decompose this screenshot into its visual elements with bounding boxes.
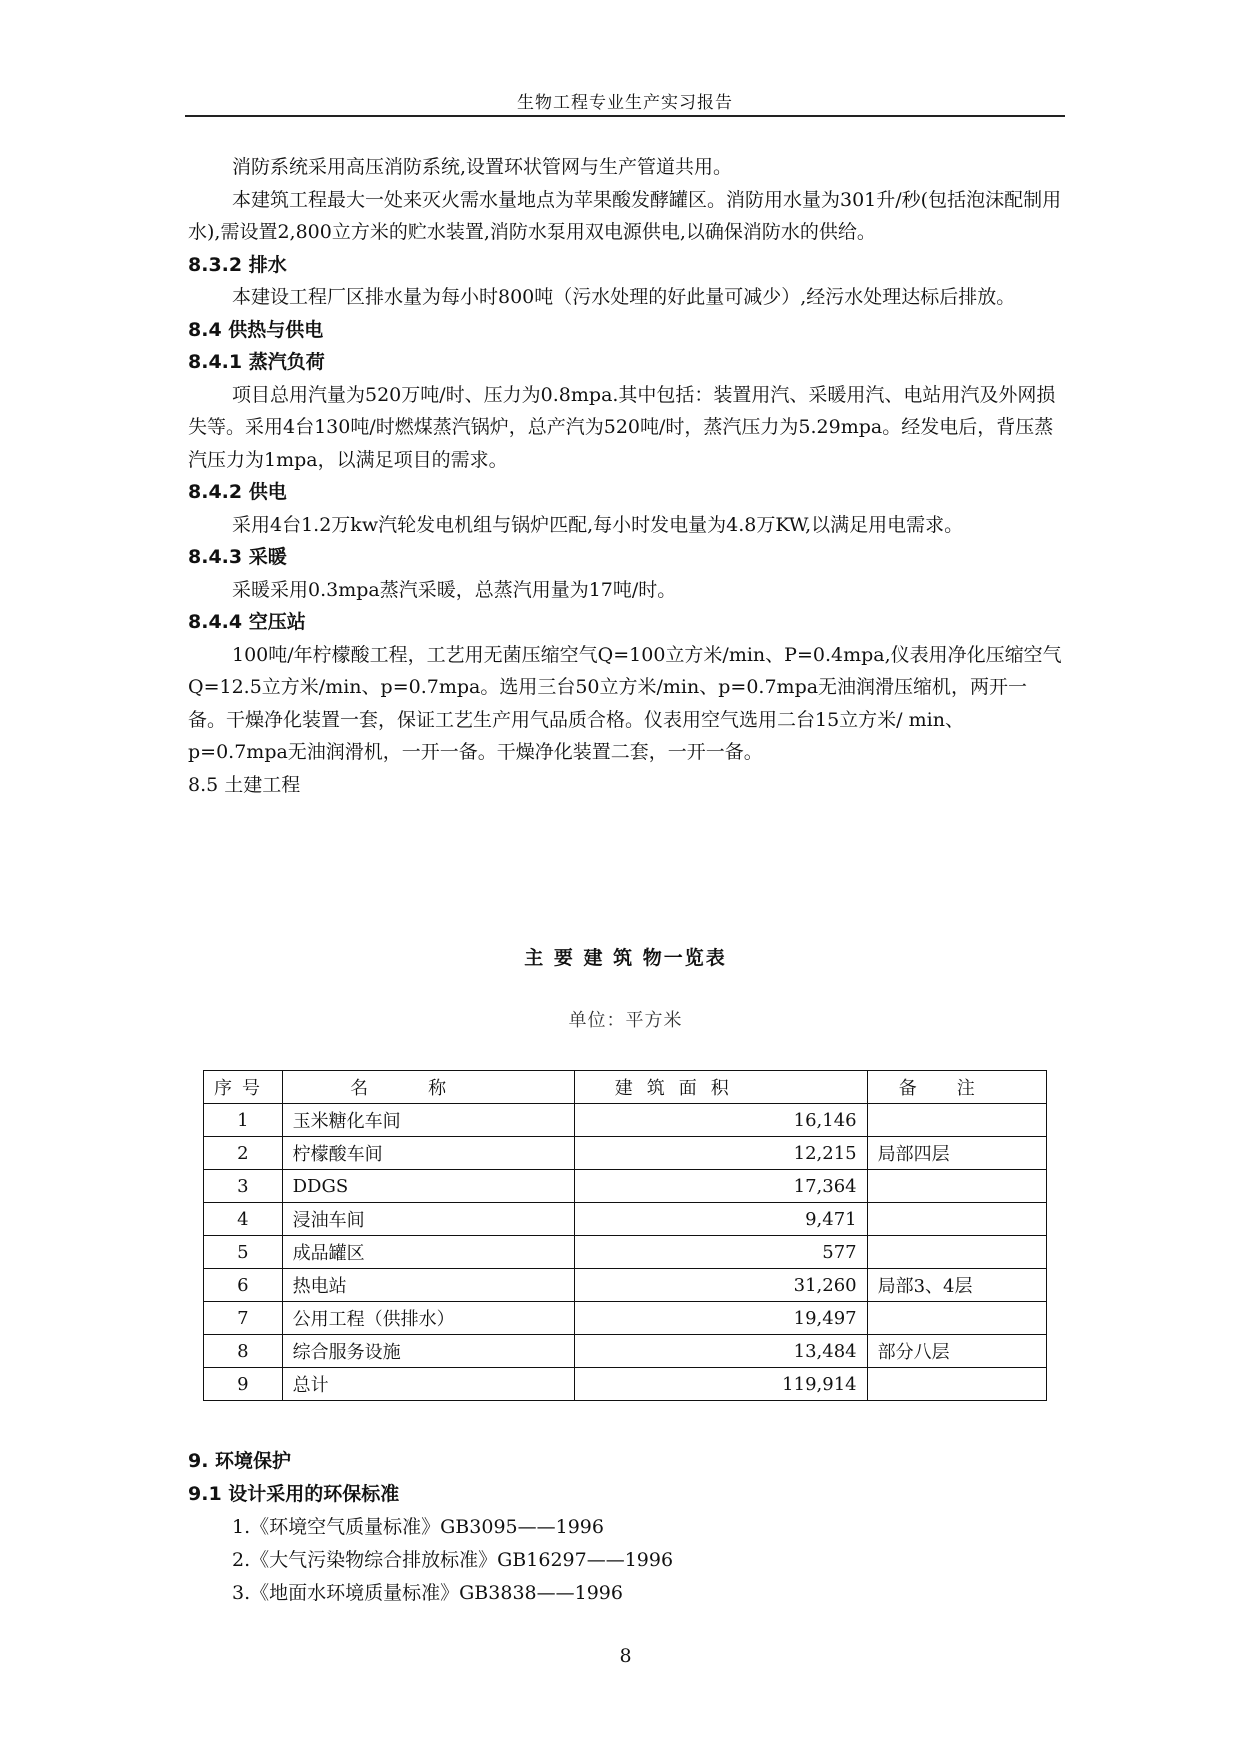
heading-9: 9. 环境保护 <box>188 1450 292 1472</box>
table-row <box>204 1269 1047 1302</box>
cell-area: 12,215 <box>574 1137 867 1170</box>
table-title: 主 要 建 筑 物一览表 <box>524 947 727 969</box>
cell-note <box>867 1302 1046 1335</box>
heading-9-1: 9.1 设计采用的环保标准 <box>188 1483 400 1505</box>
cell-no: 6 <box>204 1269 283 1302</box>
cell-area: 31,260 <box>574 1269 867 1302</box>
cell-no: 4 <box>204 1203 283 1236</box>
cell-no: 2 <box>204 1137 283 1170</box>
header-no: 序号 <box>204 1071 283 1104</box>
cell-name: 综合服务设施 <box>282 1335 574 1368</box>
cell-note <box>867 1203 1046 1236</box>
heading-8-5: 8.5 土建工程 <box>188 773 301 796</box>
table-unit: 单位：平方米 <box>568 1010 683 1031</box>
cell-area: 16,146 <box>574 1104 867 1137</box>
table-row <box>204 1368 1047 1401</box>
cell-name: DDGS <box>282 1170 574 1203</box>
header-divider <box>185 115 1065 117</box>
cell-name: 浸油车间 <box>282 1203 574 1236</box>
cell-area: 17,364 <box>574 1170 867 1203</box>
paragraph-fire-system: 消防系统采用高压消防系统,设置环状管网与生产管道共用。 <box>232 156 733 178</box>
heading-8-4-4: 8.4.4 空压站 <box>188 611 306 633</box>
cell-area: 577 <box>574 1236 867 1269</box>
cell-no: 7 <box>204 1302 283 1335</box>
page-number: 8 <box>619 1645 632 1667</box>
paragraph-air-compressor: 100吨/年柠檬酸工程，工艺用无菌压缩空气Q=100立方米/min、P=0.4mpa,仪表用净化压缩空气Q=12.5立方米/min、p=0.7mpa。选用三台50立方米/min、p=0.7mpa无油润滑压缩机，两开一备。干燥净化装置一套，保证工艺生产用气品质合格。仪表用空气选用二台15立方米/ min、p=0.7mpa无油润滑机，一开一备。干燥净化装置二套，一开一备。 <box>188 643 1062 763</box>
heading-8-4-1: 8.4.1 蒸汽负荷 <box>188 351 325 373</box>
cell-note <box>867 1170 1046 1203</box>
cell-area: 9,471 <box>574 1203 867 1236</box>
cell-name: 成品罐区 <box>282 1236 574 1269</box>
section-9 <box>188 1445 1063 1610</box>
standard-item: 3.《地面水环境质量标准》GB3838——1996 <box>232 1582 623 1604</box>
table-row <box>204 1203 1047 1236</box>
cell-no: 3 <box>204 1170 283 1203</box>
cell-area: 119,914 <box>574 1368 867 1401</box>
cell-area: 13,484 <box>574 1335 867 1368</box>
body-text <box>188 151 1063 801</box>
heading-8-4-2: 8.4.2 供电 <box>188 481 287 503</box>
cell-note: 部分八层 <box>867 1335 1046 1368</box>
paragraph-drainage: 本建设工程厂区排水量为每小时800吨（污水处理的好此量可减少）,经污水处理达标后排放。 <box>232 286 1016 308</box>
paragraph-power-supply: 采用4台1.2万kw汽轮发电机组与锅炉匹配,每小时发电量为4.8万KW,以满足用电需求。 <box>232 513 964 536</box>
heading-8-4: 8.4 供热与供电 <box>188 318 324 341</box>
table-row <box>204 1137 1047 1170</box>
cell-note <box>867 1104 1046 1137</box>
cell-no: 8 <box>204 1335 283 1368</box>
standard-item: 1.《环境空气质量标准》GB3095——1996 <box>232 1516 604 1538</box>
paragraph-fire-water: 本建筑工程最大一处来灭火需水量地点为苹果酸发酵罐区。消防用水量为301升/秒(包括泡沫配制用水),需设置2,800立方米的贮水装置,消防水泵用双电源供电,以确保消防水的供给。 <box>188 188 1062 243</box>
table-row <box>204 1335 1047 1368</box>
page-header-title: 生物工程专业生产实习报告 <box>517 93 733 113</box>
table-row <box>204 1170 1047 1203</box>
cell-name: 总计 <box>282 1368 574 1401</box>
paragraph-steam-load: 项目总用汽量为520万吨/时、压力为0.8mpa.其中包括：装置用汽、采暖用汽、电站用汽及外网损失等。采用4台130吨/时燃煤蒸汽锅炉，总产汽为520吨/时，蒸汽压力为5.29mpa。经发电后，背压蒸汽压力为1mpa，以满足项目的需求。 <box>188 383 1056 471</box>
heading-8-3-2: 8.3.2 排水 <box>188 253 287 276</box>
cell-no: 9 <box>204 1368 283 1401</box>
cell-note <box>867 1368 1046 1401</box>
buildings-table <box>203 1070 1047 1401</box>
standard-item: 2.《大气污染物综合排放标准》GB16297——1996 <box>232 1549 674 1571</box>
cell-name: 柠檬酸车间 <box>282 1137 574 1170</box>
header-area: 建筑面积 <box>574 1071 867 1104</box>
table-row <box>204 1104 1047 1137</box>
cell-no: 1 <box>204 1104 283 1137</box>
cell-note: 局部3、4层 <box>867 1269 1046 1302</box>
cell-area: 19,497 <box>574 1302 867 1335</box>
header-note: 备注 <box>867 1071 1046 1104</box>
cell-note <box>867 1236 1046 1269</box>
table-row <box>204 1236 1047 1269</box>
cell-note: 局部四层 <box>867 1137 1046 1170</box>
header-name: 名称 <box>282 1071 574 1104</box>
cell-name: 玉米糖化车间 <box>282 1104 574 1137</box>
cell-name: 公用工程（供排水） <box>282 1302 574 1335</box>
table-row <box>204 1302 1047 1335</box>
cell-name: 热电站 <box>282 1269 574 1302</box>
heading-8-4-3: 8.4.3 采暖 <box>188 546 287 568</box>
cell-no: 5 <box>204 1236 283 1269</box>
paragraph-heating: 采暖采用0.3mpa蒸汽采暖，总蒸汽用量为17吨/时。 <box>232 578 677 601</box>
table-header-row <box>204 1071 1047 1104</box>
